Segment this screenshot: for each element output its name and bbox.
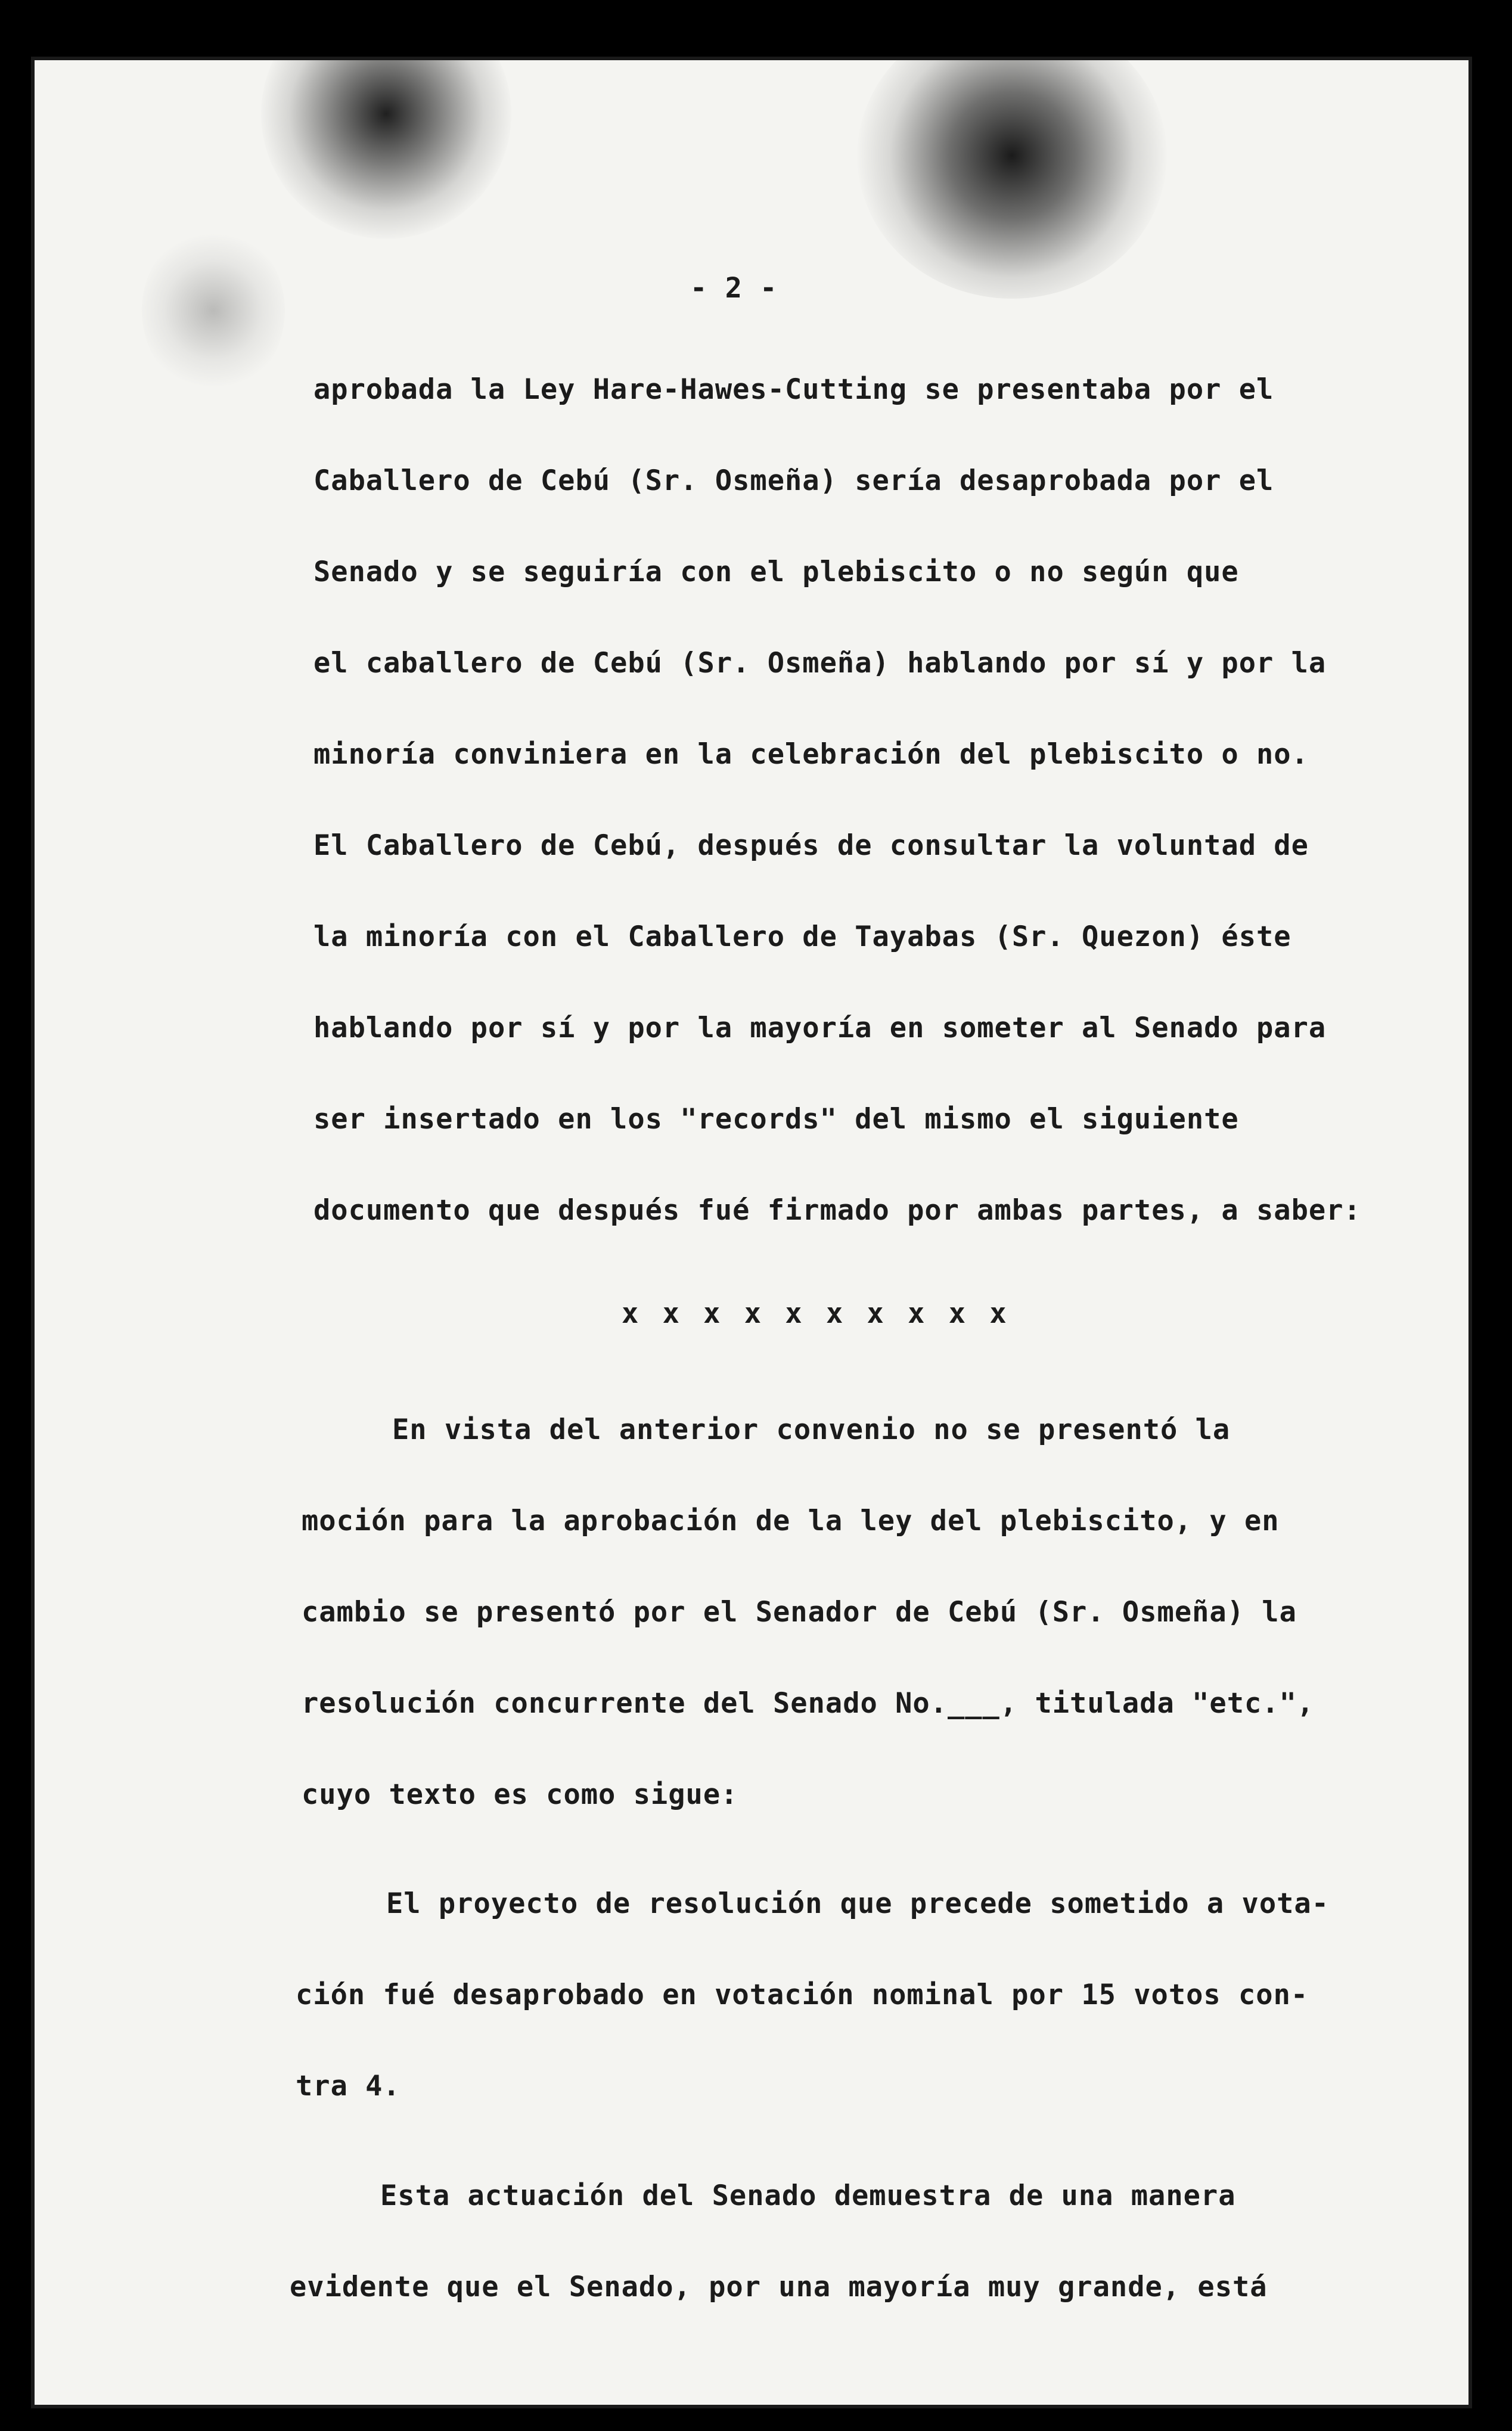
text-line: cuyo texto es como sigue: [302, 1778, 738, 1811]
text-line: El Caballero de Cebú, después de consultar la voluntad de [313, 829, 1309, 862]
text-line: hablando por sí y por la mayoría en someter al Senado para [313, 1012, 1327, 1044]
text-line: Esta actuación del Senado demuestra de una manera [380, 2179, 1236, 2212]
text-line: En vista del anterior convenio no se presentó la [392, 1413, 1231, 1446]
text-line: el caballero de Cebú (Sr. Osmeña) hablando por sí y por la [313, 647, 1327, 680]
ink-smudge [261, 57, 511, 239]
text-line: El proyecto de resolución que precede sometido a vota- [386, 1887, 1330, 1920]
text-line: tra 4. [296, 2070, 400, 2103]
text-line: Caballero de Cebú (Sr. Osmeña) sería desaprobada por el [313, 464, 1274, 497]
text-line: resolución concurrente del Senado No.___, titulada "etc.", [302, 1687, 1315, 1720]
ink-smudge [857, 57, 1167, 299]
document-page [31, 57, 1472, 2408]
text-line: la minoría con el Caballero de Tayabas (Sr. Quezon) éste [313, 920, 1291, 953]
ink-smudge [142, 227, 285, 394]
text-line: Senado y se seguiría con el plebiscito o no según que [313, 556, 1239, 588]
section-separator: x x x x x x x x x x [622, 1297, 1010, 1330]
page-number: - 2 - [690, 272, 778, 305]
text-line: aprobada la Ley Hare-Hawes-Cutting se presentaba por el [313, 373, 1274, 406]
text-line: moción para la aprobación de la ley del plebiscito, y en [302, 1505, 1280, 1537]
text-line: minoría conviniera en la celebración del plebiscito o no. [313, 738, 1309, 771]
text-line: documento que después fué firmado por ambas partes, a saber: [313, 1194, 1361, 1227]
text-line: ser insertado en los "records" del mismo el siguiente [313, 1103, 1239, 1136]
text-line: cambio se presentó por el Senador de Cebú (Sr. Osmeña) la [302, 1596, 1297, 1629]
text-line: ción fué desaprobado en votación nominal por 15 votos con- [296, 1979, 1309, 2011]
text-line: evidente que el Senado, por una mayoría muy grande, está [290, 2271, 1268, 2303]
